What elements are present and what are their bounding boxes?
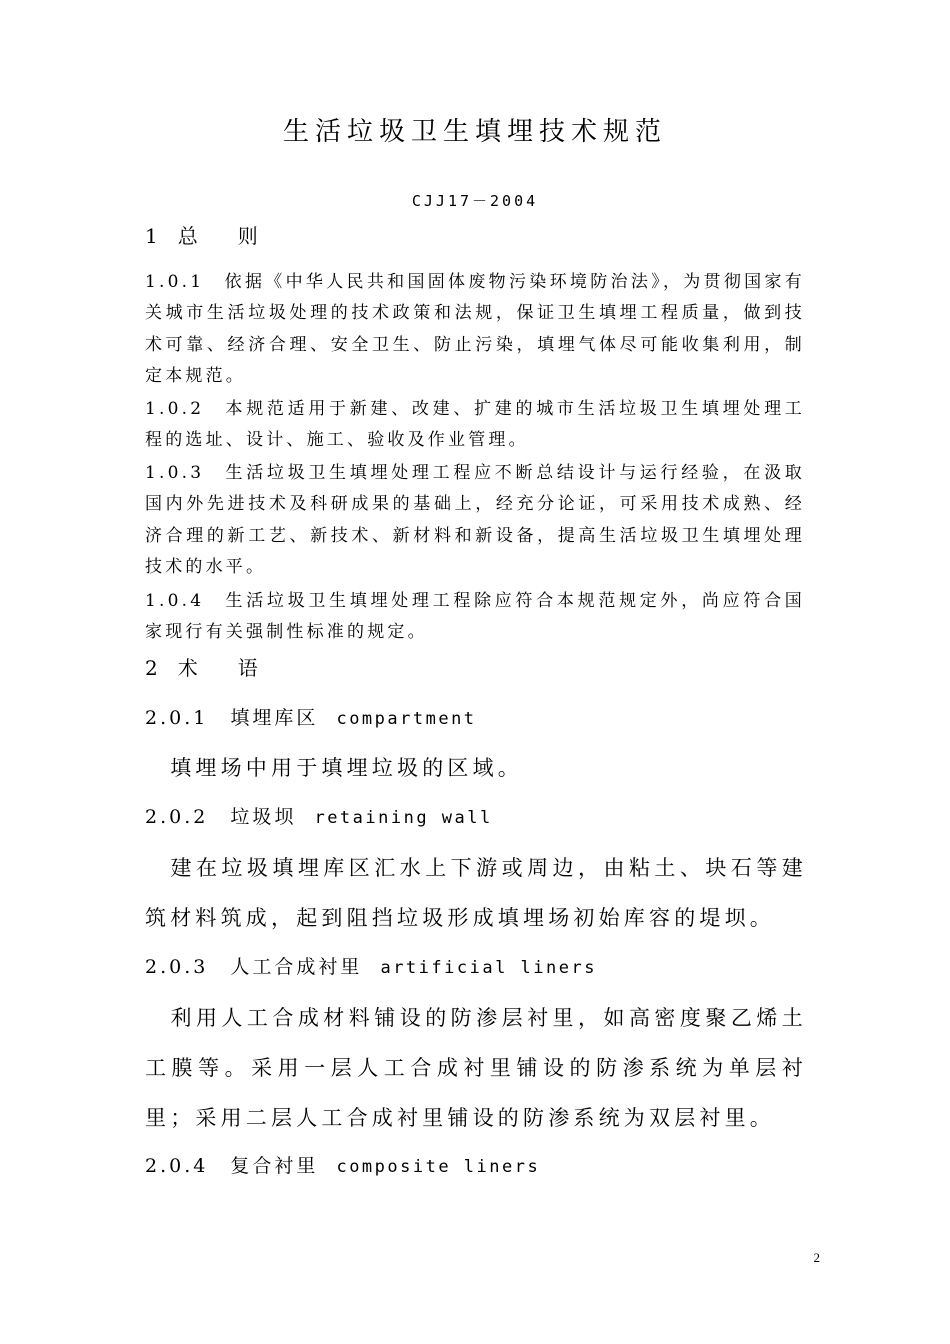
page-number: 2 xyxy=(813,1250,820,1265)
term-english: retaining wall xyxy=(314,808,493,828)
term-definition: 建在垃圾填埋库区汇水上下游或周边，由粘土、块石等建筑材料筑成，起到阻挡垃圾形成填埋场初始库容的堤坝。 xyxy=(145,856,807,930)
clause-1-0-2: 1.0.2 本规范适用于新建、改建、扩建的城市生活垃圾卫生填埋处理工程的选址、设计、施工、验收及作业管理。 xyxy=(145,399,805,451)
term-definition: 填埋场中用于填埋垃圾的区域。 xyxy=(145,756,523,780)
term-english: compartment xyxy=(336,709,477,729)
chapter-heading-general: 1 总 则 xyxy=(145,224,258,248)
term-heading xyxy=(145,952,597,983)
term-english: composite liners xyxy=(336,1157,541,1177)
document-title: 生活垃圾卫生填埋技术规范 xyxy=(282,117,667,147)
clause-1-0-1: 1.0.1 依据《中华人民共和国固体废物污染环境防治法》，为贯彻国家有关城市生活垃圾处理的技术政策和法规，保证卫生填埋工程质量，做到技术可靠、经济合理、安全卫生、防止污染，填埋气体尽可能收集利用，制定本规范。 xyxy=(145,272,805,386)
term-heading xyxy=(145,1151,540,1182)
term-definition: 利用人工合成材料铺设的防渗层衬里，如高密度聚乙烯土工膜等。采用一层人工合成衬里铺设的防渗系统为单层衬里；采用二层人工合成衬里铺设的防渗系统为双层衬里。 xyxy=(145,1006,807,1130)
clause-1-0-3: 1.0.3 生活垃圾卫生填埋处理工程应不断总结设计与运行经验，在汲取国内外先进技术及科研成果的基础上，经充分论证，可采用技术成熟、经济合理的新工艺、新技术、新材料和新设备，提高生活垃圾卫生填埋处理技术的水平。 xyxy=(145,463,805,577)
term-number: 2.0.1 填埋库区 xyxy=(145,707,319,729)
term-number: 2.0.4 复合衬里 xyxy=(145,1155,319,1177)
chapter-heading-terms: 2 术 语 xyxy=(145,656,258,680)
term-english: artificial liners xyxy=(380,958,597,978)
clause-1-0-4: 1.0.4 生活垃圾卫生填埋处理工程除应符合本规范规定外，尚应符合国家现行有关强制性标准的规定。 xyxy=(145,591,805,643)
term-number: 2.0.3 人工合成衬里 xyxy=(145,956,363,978)
term-heading xyxy=(145,703,477,734)
standard-code: CJJ17－2004 xyxy=(411,192,539,210)
term-number: 2.0.2 垃圾坝 xyxy=(145,806,297,828)
term-heading xyxy=(145,802,493,833)
